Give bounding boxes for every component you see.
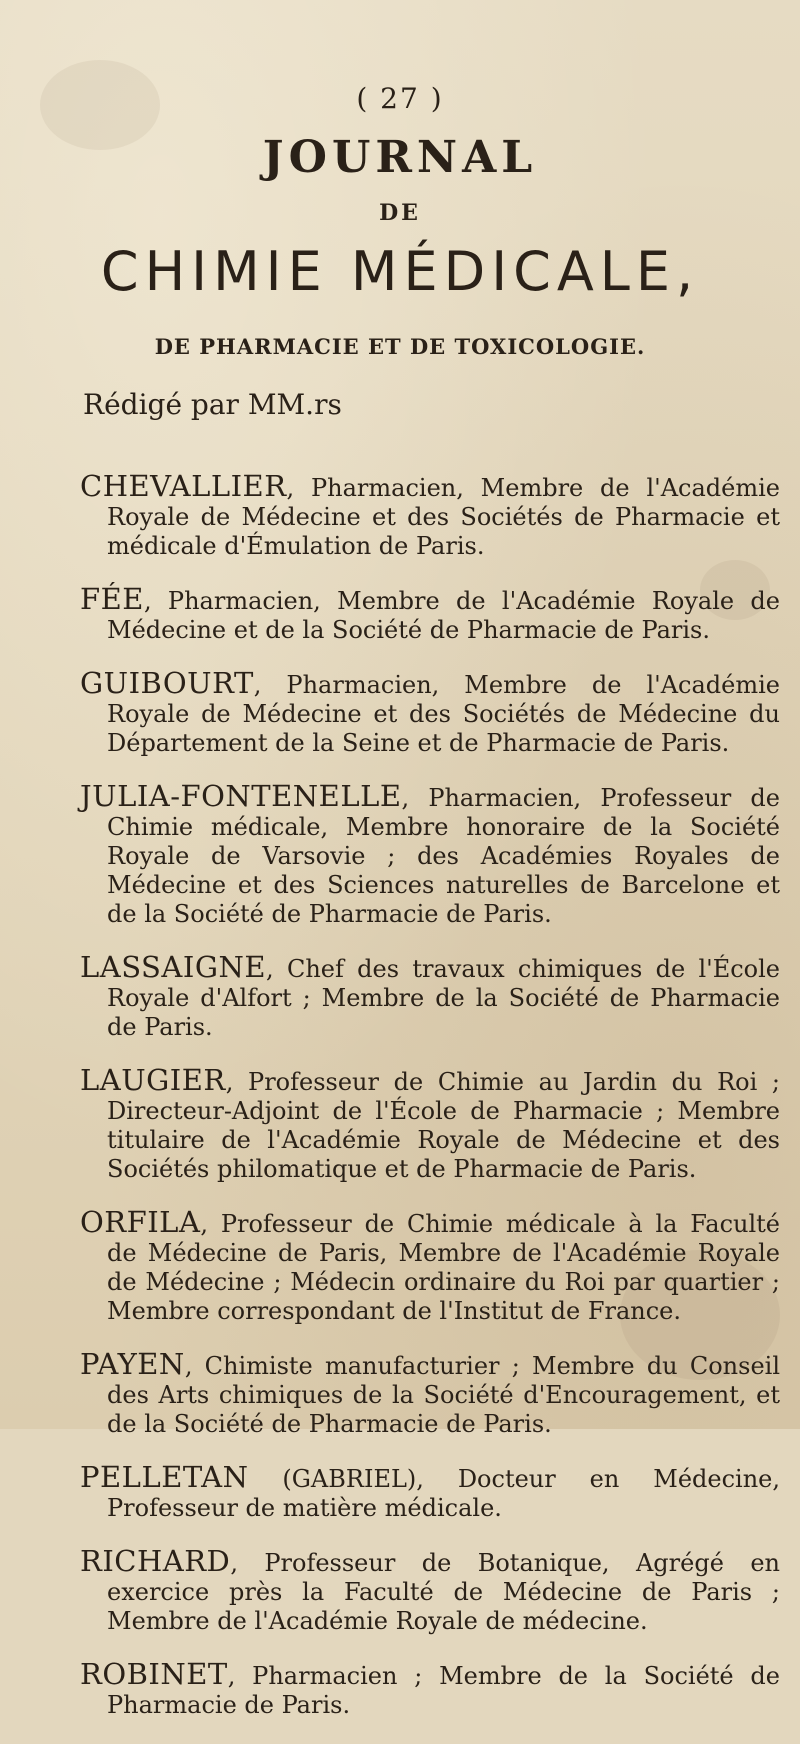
editor-description: , Professeur de Chimie au Jardin du Roi ; Directeur-Adjoint de l'École de Pharmacie ; Membre titulaire de l'Académie Royale de Médecine et des Sociétés philomatique et de Pharmacie de Paris. xyxy=(107,1068,780,1183)
editor-name: RICHARD xyxy=(80,1544,231,1578)
editor-name: LAUGIER xyxy=(80,1063,226,1097)
editor-name: FÉE xyxy=(80,582,144,616)
editor-description: , Pharmacien, Membre de l'Académie Royale de Médecine et des Sociétés de Pharmacie et médicale d'Émulation de Paris. xyxy=(107,474,780,560)
editor-description: (GABRIEL), Docteur en Médecine, Professeur de matière médicale. xyxy=(107,1465,780,1522)
editor-entry xyxy=(80,1063,780,1184)
editor-name: ROBINET xyxy=(80,1657,228,1691)
editor-entry xyxy=(80,666,780,758)
editor-description: , Pharmacien, Membre de l'Académie Royale de Médecine et des Sociétés de Médecine du Département de la Seine et de Pharmacie de Paris. xyxy=(107,671,780,757)
editor-description: , Chef des travaux chimiques de l'École Royale d'Alfort ; Membre de la Société de Pharmacie de Paris. xyxy=(107,955,780,1041)
de-heading: DE xyxy=(379,200,421,226)
editor-entry xyxy=(80,1460,780,1523)
page-title: CHIMIE MÉDICALE, xyxy=(100,240,700,303)
editor-entry xyxy=(80,779,780,929)
editor-description: , Chimiste manufacturier ; Membre du Conseil des Arts chimiques de la Société d'Encouragement, et de la Société de Pharmacie de Paris. xyxy=(107,1352,780,1438)
editor-entry xyxy=(80,1657,780,1720)
editor-name: LASSAIGNE xyxy=(80,950,267,984)
editor-name: JULIA-FONTENELLE xyxy=(80,779,402,813)
page-number: ( 27 ) xyxy=(356,82,444,115)
editor-name: GUIBOURT xyxy=(80,666,254,700)
editor-entry xyxy=(80,1205,780,1326)
editor-description: , Pharmacien ; Membre de la Société de Pharmacie de Paris. xyxy=(107,1662,780,1719)
editor-name: ORFILA xyxy=(80,1205,201,1239)
editor-description: , Professeur de Botanique, Agrégé en exercice près la Faculté de Médecine de Paris ; Membre de l'Académie Royale de médecine. xyxy=(107,1549,780,1635)
editor-name: CHEVALLIER xyxy=(80,469,287,503)
journal-heading: JOURNAL xyxy=(262,132,538,183)
editor-entry xyxy=(80,950,780,1042)
editors-list xyxy=(80,448,780,1744)
editor-entry xyxy=(80,1544,780,1636)
editor-name: PELLETAN xyxy=(80,1460,249,1494)
editor-description: , Pharmacien, Professeur de Chimie médicale, Membre honoraire de la Société Royale de Varsovie ; des Académies Royales de Médecine et des Sciences naturelles de Barcelone et de la Société de Pharmacie de Paris. xyxy=(107,784,780,928)
editor-entry xyxy=(80,582,780,645)
editor-description: , Professeur de Chimie médicale à la Faculté de Médecine de Paris, Membre de l'Académie Royale de Médecine ; Médecin ordinaire du Roi par quartier ; Membre correspondant de l'Institut de France. xyxy=(107,1210,780,1325)
editor-name: PAYEN xyxy=(80,1347,185,1381)
editor-description: , Pharmacien, Membre de l'Académie Royale de Médecine et de la Société de Pharmacie de Paris. xyxy=(107,587,780,644)
editor-entry xyxy=(80,469,780,561)
subtitle: DE PHARMACIE ET DE TOXICOLOGIE. xyxy=(154,334,646,359)
editors-intro: Rédigé par MM.rs xyxy=(83,388,342,421)
editor-entry xyxy=(80,1347,780,1439)
